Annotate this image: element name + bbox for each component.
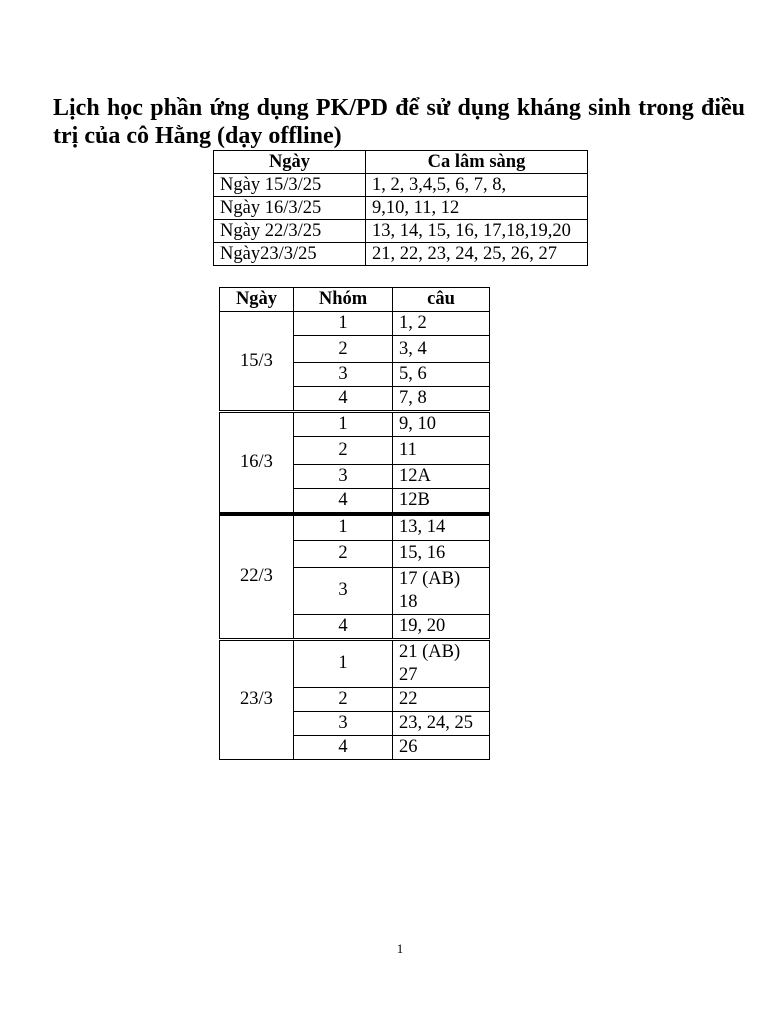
group-number-cell: 1 <box>294 312 393 336</box>
group-questions-cell: 1, 2 <box>393 312 490 336</box>
schedule-row <box>214 197 588 220</box>
group-questions-cell: 3, 4 <box>393 336 490 363</box>
schedule-header-row <box>214 151 588 174</box>
group-number-cell: 4 <box>294 735 393 759</box>
group-number-cell: 4 <box>294 387 393 412</box>
group-number-cell: 2 <box>294 540 393 567</box>
group-row <box>220 412 490 437</box>
group-date-cell: 22/3 <box>220 514 294 639</box>
group-row <box>220 514 490 540</box>
group-number-cell: 3 <box>294 711 393 735</box>
group-questions-cell: 19, 20 <box>393 614 490 639</box>
group-number-cell: 3 <box>294 363 393 387</box>
group-number-cell: 3 <box>294 465 393 489</box>
group-number-cell: 1 <box>294 639 393 687</box>
schedule-cases-cell: 21, 22, 23, 24, 25, 26, 27 <box>366 243 588 266</box>
page-number: 1 <box>396 941 404 956</box>
group-header-row <box>220 288 490 312</box>
group-questions-cell: 13, 14 <box>393 514 490 540</box>
schedule-date-cell: Ngày 16/3/25 <box>214 197 366 220</box>
group-questions-cell: 15, 16 <box>393 540 490 567</box>
group-number-cell: 4 <box>294 614 393 639</box>
schedule-date-cell: Ngày 15/3/25 <box>214 174 366 197</box>
group-number-cell: 3 <box>294 567 393 614</box>
group-questions-cell: 23, 24, 25 <box>393 711 490 735</box>
group-date-cell: 15/3 <box>220 312 294 412</box>
group-questions-cell: 12B <box>393 489 490 515</box>
group-assignment-table <box>219 287 490 760</box>
schedule-cases-cell: 1, 2, 3,4,5, 6, 7, 8, <box>366 174 588 197</box>
group-number-cell: 4 <box>294 489 393 515</box>
schedule-date-cell: Ngày23/3/25 <box>214 243 366 266</box>
group-date-cell: 16/3 <box>220 412 294 515</box>
group-questions-cell: 11 <box>393 437 490 465</box>
group-number-cell: 2 <box>294 437 393 465</box>
group-row <box>220 312 490 336</box>
group-header-questions: câu <box>393 288 490 312</box>
group-number-cell: 2 <box>294 687 393 711</box>
group-questions-cell: 17 (AB) 18 <box>393 567 490 614</box>
group-date-cell: 23/3 <box>220 639 294 759</box>
group-questions-cell: 26 <box>393 735 490 759</box>
schedule-header-cases: Ca lâm sàng <box>366 151 588 174</box>
schedule-cases-cell: 13, 14, 15, 16, 17,18,19,20 <box>366 220 588 243</box>
schedule-header-date: Ngày <box>214 151 366 174</box>
group-header-date: Ngày <box>220 288 294 312</box>
group-questions-cell: 7, 8 <box>393 387 490 412</box>
group-questions-cell: 5, 6 <box>393 363 490 387</box>
schedule-date-cell: Ngày 22/3/25 <box>214 220 366 243</box>
group-number-cell: 1 <box>294 412 393 437</box>
group-questions-cell: 22 <box>393 687 490 711</box>
group-number-cell: 1 <box>294 514 393 540</box>
group-number-cell: 2 <box>294 336 393 363</box>
schedule-row <box>214 174 588 197</box>
schedule-cases-cell: 9,10, 11, 12 <box>366 197 588 220</box>
schedule-row <box>214 243 588 266</box>
group-header-group: Nhóm <box>294 288 393 312</box>
schedule-row <box>214 220 588 243</box>
document-title: Lịch học phần ứng dụng PK/PD để sử dụng kháng sinh trong điều trị của cô Hằng (dạy offline) <box>53 95 745 149</box>
clinical-schedule-table <box>213 150 588 266</box>
group-row <box>220 639 490 687</box>
group-questions-cell: 12A <box>393 465 490 489</box>
group-questions-cell: 9, 10 <box>393 412 490 437</box>
group-questions-cell: 21 (AB) 27 <box>393 639 490 687</box>
